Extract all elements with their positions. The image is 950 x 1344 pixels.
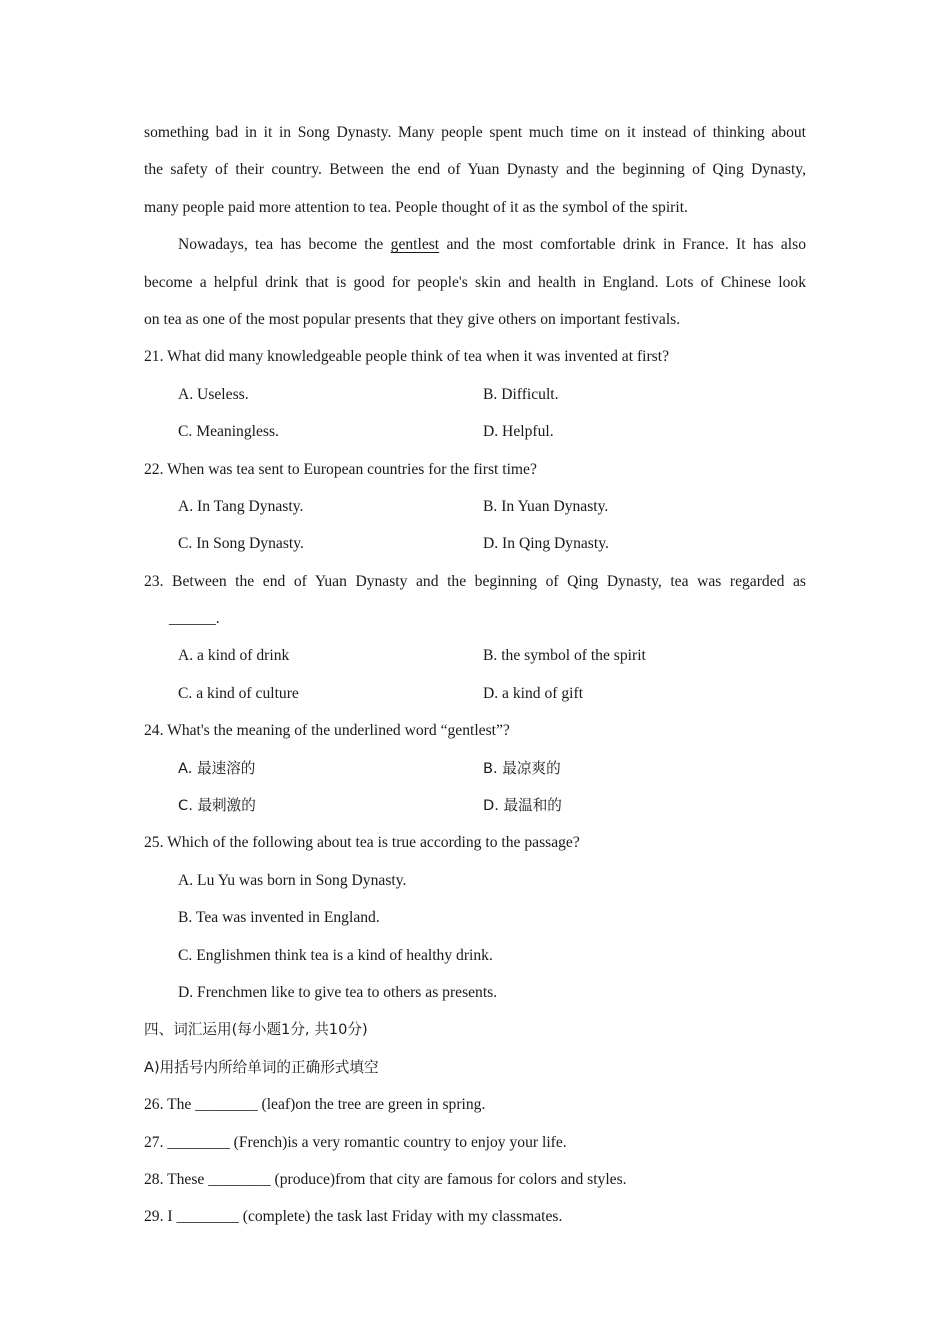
option-d: D. a kind of gift [483,684,584,702]
option-b: B. Tea was invented in England. [178,909,380,927]
passage-text: and the most comfortable drink in France. It has also [439,236,806,254]
option-a: A. a kind of drink [178,647,290,665]
options-row [144,675,806,712]
question-29: 29. I ________ (complete) the task last Friday with my classmates. [144,1208,563,1226]
underlined-word: gentlest [390,236,440,254]
options-row [144,637,806,674]
option-d: D. Frenchmen like to give tea to others as presents. [178,983,498,1001]
question-25: 25. Which of the following about tea is true according to the passage? [144,834,580,852]
option-a: A. In Tang Dynasty. [178,497,304,515]
passage-text: Nowadays, tea has become the [178,236,391,254]
question-23: 23. Between the end of Yuan Dynasty and the beginning of Qing Dynasty, tea was regarded as [144,572,806,590]
options-row [144,750,806,787]
passage-line: the safety of their country. Between the end of Yuan Dynasty and the beginning of Qing Dynasty, [144,161,806,179]
options-row [144,413,806,450]
option-a: A. Useless. [178,385,249,403]
option-d: D. In Qing Dynasty. [483,535,609,553]
option-c: C. a kind of culture [178,684,299,702]
option-b: B. In Yuan Dynasty. [483,497,609,515]
passage-line: on tea as one of the most popular presents that they give others on important festivals. [144,310,681,328]
option-c: C. 最刺激的 [178,797,256,815]
passage-line: many people paid more attention to tea. People thought of it as the symbol of the spirit. [144,198,688,216]
option-a: A. 最速溶的 [178,759,256,777]
option-b: B. 最凉爽的 [483,759,561,777]
option-c: C. Englishmen think tea is a kind of healthy drink. [178,946,493,964]
option-c: C. Meaningless. [178,423,279,441]
option-b: B. the symbol of the spirit [483,647,646,665]
answer-blank: ______. [169,610,220,628]
options-row [144,376,806,413]
passage-paragraph-start [144,226,806,263]
option-a: A. Lu Yu was born in Song Dynasty. [178,871,407,889]
question-28: 28. These ________ (produce)from that city are famous for colors and styles. [144,1170,627,1188]
section-subheading: A)用括号内所给单词的正确形式填空 [144,1058,379,1076]
question-26: 26. The ________ (leaf)on the tree are green in spring. [144,1096,486,1114]
passage-line: something bad in it in Song Dynasty. Many people spent much time on it instead of thinking about [144,124,806,141]
option-b: B. Difficult. [483,385,559,403]
options-row [144,525,806,562]
section-heading: 四、词汇运用(每小题1分, 共10分) [144,1021,368,1039]
option-c: C. In Song Dynasty. [178,535,304,553]
options-row [144,787,806,824]
question-21: 21. What did many knowledgeable people think of tea when it was invented at first? [144,348,669,366]
option-d: D. Helpful. [483,423,554,441]
question-27: 27. ________ (French)is a very romantic country to enjoy your life. [144,1133,567,1151]
question-22: 22. When was tea sent to European countries for the first time? [144,460,537,478]
option-d: D. 最温和的 [483,797,562,815]
question-24: 24. What's the meaning of the underlined word “gentlest”? [144,722,510,740]
passage-line: become a helpful drink that is good for people's skin and health in England. Lots of Chinese look [144,273,806,291]
options-row [144,488,806,525]
document-page [144,114,806,1236]
